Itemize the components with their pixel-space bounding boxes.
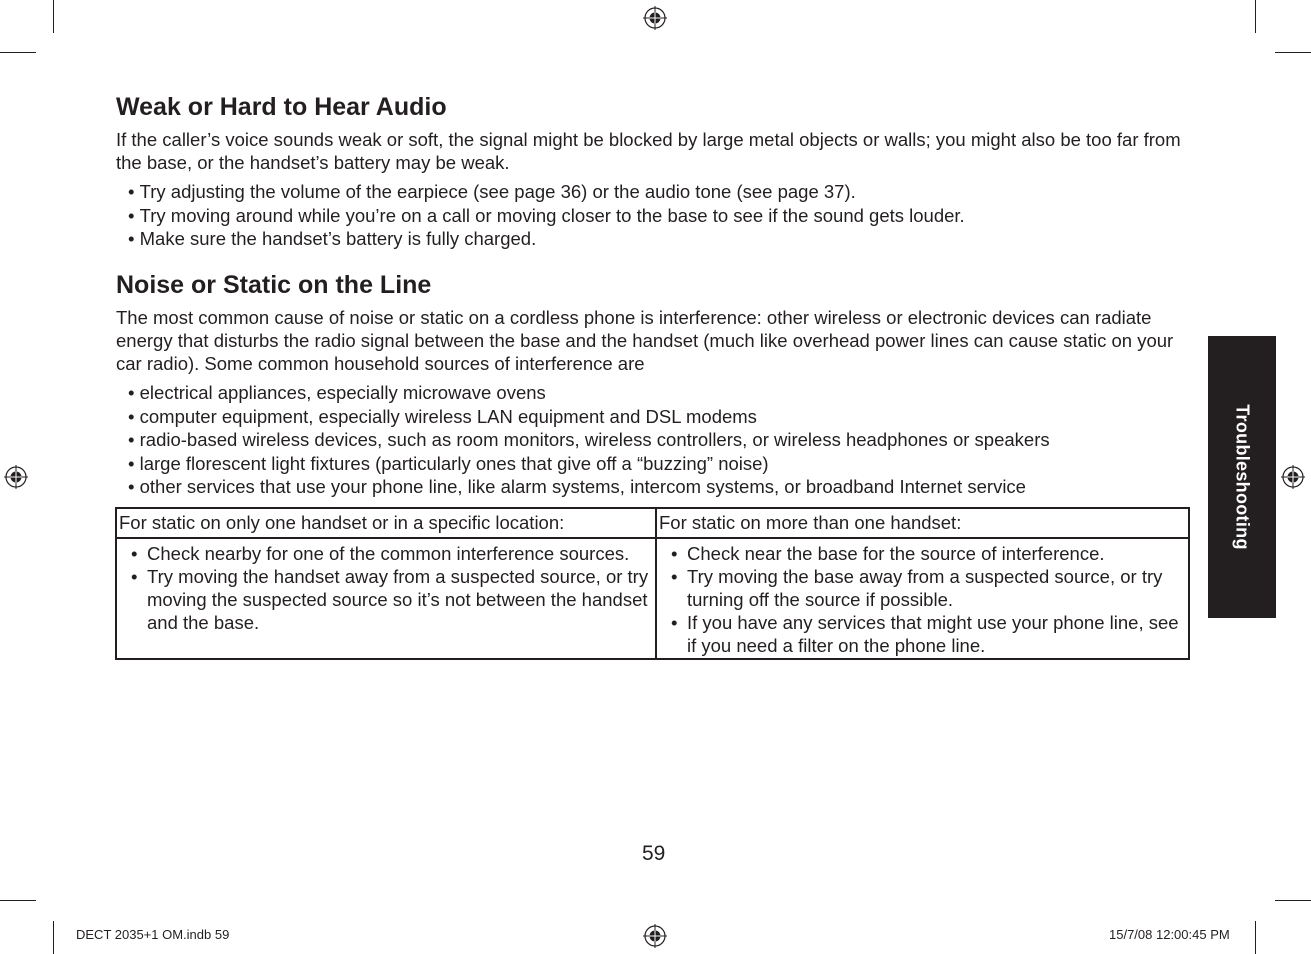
section-intro-weak-audio: If the caller’s voice sounds weak or soft, the signal might be blocked by large metal objects or walls; you might also be too far from the base, or the handset’s battery may be weak.	[116, 129, 1181, 173]
crop-mark	[0, 52, 36, 53]
footer-file-info: DECT 2035+1 OM.indb 59	[76, 927, 230, 942]
crop-mark	[0, 900, 36, 901]
table-header-row	[116, 508, 1189, 538]
registration-mark-icon	[1281, 465, 1305, 489]
section-title-weak-audio: Weak or Hard to Hear Audio	[116, 93, 447, 121]
list-item: • Check near the base for the source of interference.	[663, 542, 1182, 565]
list-item: • other services that use your phone line, like alarm systems, intercom systems, or broadband Internet service	[128, 475, 1050, 499]
list-item: • Make sure the handset’s battery is fully charged.	[128, 227, 965, 251]
section-intro-noise-static: The most common cause of noise or static on a cordless phone is interference: other wireless or electronic devices can radiate energy that disturbs the radio signal between the base and the handset (much like overhead power lines can cause static on your car radio). Some common household sources of interference are	[116, 307, 1174, 374]
crop-mark	[1255, 0, 1256, 33]
section-tab-label: Troubleshooting	[1232, 404, 1253, 550]
table-cell-single-handset	[116, 538, 656, 659]
crop-mark	[1255, 921, 1256, 954]
list-item: • If you have any services that might use your phone line, see if you need a filter on the phone line.	[663, 611, 1182, 657]
static-troubleshooting-table	[115, 507, 1190, 660]
registration-mark-icon	[4, 465, 28, 489]
list-item: • computer equipment, especially wireless LAN equipment and DSL modems	[128, 405, 1050, 429]
list-item: • electrical appliances, especially microwave ovens	[128, 381, 1050, 405]
page-number: 59	[642, 842, 666, 865]
bullet-list-weak-audio	[128, 180, 965, 251]
list-item: • Try moving around while you’re on a call or moving closer to the base to see if the sound gets louder.	[128, 204, 965, 228]
section-title-noise-static: Noise or Static on the Line	[116, 271, 432, 299]
list-item: • Try moving the handset away from a suspected source, or try moving the suspected source so it’s not between the handset and the base.	[123, 565, 649, 634]
list-item: • large florescent light fixtures (particularly ones that give off a “buzzing” noise)	[128, 452, 1050, 476]
table-header-cell: For static on only one handset or in a specific location:	[116, 508, 656, 538]
crop-mark	[53, 0, 54, 33]
list-item: • Try moving the base away from a suspected source, or try turning off the source if possible.	[663, 565, 1182, 611]
crop-mark	[1275, 900, 1311, 901]
list-item: • radio-based wireless devices, such as room monitors, wireless controllers, or wireless headphones or speakers	[128, 428, 1050, 452]
bullet-list-interference-sources	[128, 381, 1050, 499]
footer-timestamp: 15/7/08 12:00:45 PM	[1109, 927, 1230, 942]
list-item: • Check nearby for one of the common interference sources.	[123, 542, 649, 565]
table-cell-multiple-handsets	[656, 538, 1189, 659]
registration-mark-icon	[643, 6, 667, 30]
table-header-cell: For static on more than one handset:	[656, 508, 1189, 538]
crop-mark	[1275, 52, 1311, 53]
registration-mark-icon	[643, 924, 667, 948]
crop-mark	[53, 921, 54, 954]
list-item: • Try adjusting the volume of the earpiece (see page 36) or the audio tone (see page 37).	[128, 180, 965, 204]
table-row	[116, 538, 1189, 659]
